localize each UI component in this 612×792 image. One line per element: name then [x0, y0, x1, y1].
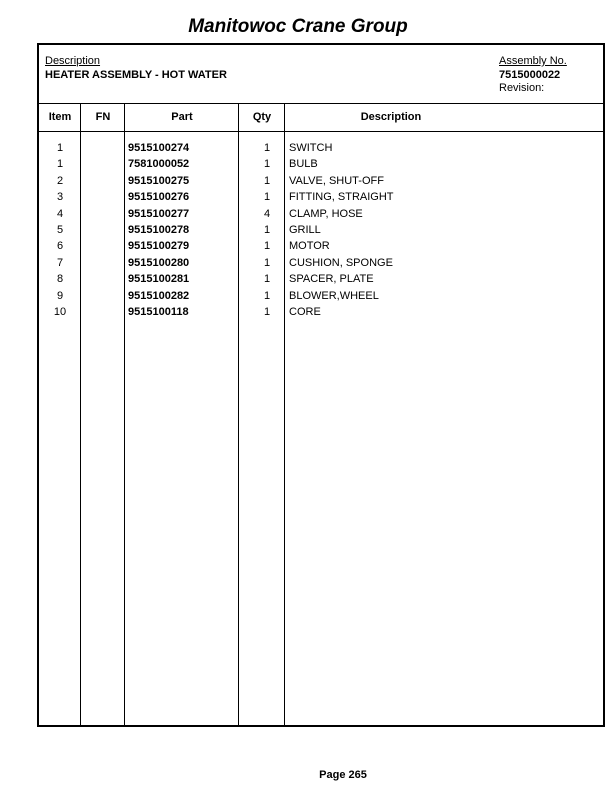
- part-description: VALVE, SHUT-OFF: [289, 174, 384, 187]
- part-description: CUSHION, SPONGE: [289, 256, 393, 269]
- part-item: 8: [56, 273, 64, 286]
- part-item: 1: [56, 142, 64, 154]
- part-item: 3: [56, 191, 64, 204]
- part-description: GRILL: [289, 223, 321, 236]
- column-header-qty: Qty: [252, 111, 272, 123]
- part-description: BULB: [289, 158, 318, 171]
- part-item: 7: [56, 256, 64, 269]
- part-number: 9515100274: [128, 142, 190, 154]
- table-row: [39, 189, 603, 205]
- revision-label: Revision:: [499, 82, 545, 94]
- assembly-number: 7515000022: [499, 69, 561, 81]
- parts-list-frame: [37, 43, 605, 727]
- part-description: CORE: [289, 305, 321, 318]
- part-description: SWITCH: [289, 142, 333, 154]
- part-number: 9515100281: [128, 273, 190, 286]
- column-header-fn: FN: [95, 111, 111, 123]
- column-header-description: Description: [360, 111, 422, 123]
- table-row: [39, 173, 603, 189]
- part-description: FITTING, STRAIGHT: [289, 191, 394, 204]
- part-item: 9: [56, 289, 64, 302]
- part-number: 9515100280: [128, 256, 190, 269]
- description-label: Description: [45, 55, 101, 67]
- part-number: 9515100282: [128, 289, 190, 302]
- part-number: 9515100276: [128, 191, 190, 204]
- part-qty: 1: [263, 158, 271, 171]
- part-item: 6: [56, 240, 64, 253]
- page-number: Page 265: [319, 769, 367, 781]
- part-number: 7581000052: [128, 158, 190, 171]
- column-header-part: Part: [171, 111, 193, 123]
- table-row: [39, 304, 603, 320]
- parts-table-body: [39, 140, 603, 320]
- assembly-description: HEATER ASSEMBLY - HOT WATER: [45, 69, 227, 81]
- part-description: CLAMP, HOSE: [289, 207, 363, 220]
- table-row: [39, 206, 603, 222]
- table-row: [39, 140, 603, 156]
- assembly-number-label: Assembly No.: [499, 55, 567, 67]
- part-qty: 1: [263, 142, 271, 154]
- part-description: SPACER, PLATE: [289, 273, 374, 286]
- table-row: [39, 271, 603, 287]
- table-row: [39, 222, 603, 238]
- part-item: 10: [53, 305, 67, 318]
- part-item: 4: [56, 207, 64, 220]
- part-qty: 4: [263, 207, 271, 220]
- part-item: 1: [56, 158, 64, 171]
- table-row: [39, 156, 603, 172]
- part-number: 9515100275: [128, 174, 190, 187]
- table-row: [39, 288, 603, 304]
- part-number: 9515100277: [128, 207, 190, 220]
- page-title: Manitowoc Crane Group: [188, 16, 408, 37]
- part-qty: 1: [263, 289, 271, 302]
- part-description: MOTOR: [289, 240, 330, 253]
- part-qty: 1: [263, 174, 271, 187]
- part-qty: 1: [263, 273, 271, 286]
- column-header-item: Item: [48, 111, 72, 123]
- part-qty: 1: [263, 305, 271, 318]
- part-description: BLOWER,WHEEL: [289, 289, 379, 302]
- part-number: 9515100278: [128, 223, 190, 236]
- part-number: 9515100279: [128, 240, 190, 253]
- part-item: 2: [56, 174, 64, 187]
- part-item: 5: [56, 223, 64, 236]
- part-qty: 1: [263, 223, 271, 236]
- part-number: 9515100118: [128, 305, 189, 318]
- part-qty: 1: [263, 191, 271, 204]
- table-row: [39, 255, 603, 271]
- part-qty: 1: [263, 256, 271, 269]
- table-row: [39, 238, 603, 254]
- part-qty: 1: [263, 240, 271, 253]
- assembly-header: [39, 45, 603, 104]
